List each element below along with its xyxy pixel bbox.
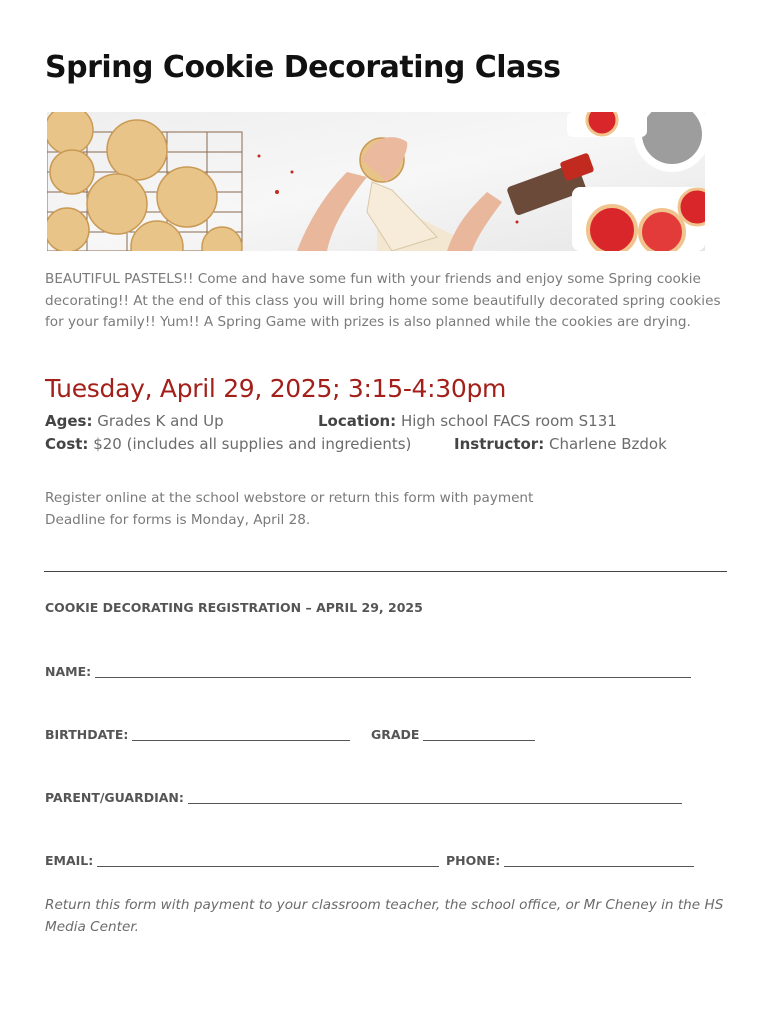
hero-illustration [47,112,705,251]
location-value: High school FACS room S131 [400,412,617,430]
instructor-value: Charlene Bzdok [548,435,667,453]
registration-instructions [45,487,533,531]
form-heading: COOKIE DECORATING REGISTRATION – APRIL 29, 2025 [45,600,423,615]
ages-label: Ages: [45,412,93,430]
birthdate-label: BIRTHDATE: [45,727,129,742]
ages-row [45,412,224,430]
email-field [45,853,439,868]
birthdate-blank[interactable] [132,728,350,741]
name-field [45,664,691,679]
ages-value: Grades K and Up [97,412,224,430]
return-form-note: Return this form with payment to your classroom teacher, the school office, or Mr Cheney in the HS Media Center. [45,897,724,935]
instructor-label: Instructor: [454,435,545,453]
location-row [318,412,617,430]
phone-blank[interactable] [504,854,694,867]
cost-row [45,435,411,453]
cost-value: $20 (includes all supplies and ingredients) [93,435,412,453]
page-title: Spring Cookie Decorating Class [45,50,561,85]
instructor-row [454,435,667,453]
grade-label: GRADE [371,727,420,742]
email-label: EMAIL: [45,853,94,868]
parent-guardian-field [45,790,682,805]
parent-guardian-blank[interactable] [188,791,682,804]
grade-field [371,727,535,742]
birthdate-field [45,727,350,742]
grade-blank[interactable] [423,728,535,741]
phone-label: PHONE: [446,853,501,868]
cookie-decorating-photo [47,112,705,251]
registration-deadline: Deadline for forms is Monday, April 28. [45,512,311,528]
email-blank[interactable] [97,854,439,867]
parent-guardian-label: PARENT/GUARDIAN: [45,790,184,805]
event-description: BEAUTIFUL PASTELS!! Come and have some fun with your friends and enjoy some Spring cookie decorating!! At the end of this class you will bring home some beautifully decorated spring cookies for your family!! Yum!! A Spring Game with prizes is also planned while the cookies are drying. [45,271,721,330]
form-divider [44,571,727,572]
location-label: Location: [318,412,397,430]
cost-label: Cost: [45,435,89,453]
name-blank[interactable] [95,665,691,678]
event-date-time: Tuesday, April 29, 2025; 3:15-4:30pm [45,374,507,403]
phone-field [446,853,694,868]
registration-line-1: Register online at the school webstore or return this form with payment [45,490,534,506]
name-label: NAME: [45,664,92,679]
